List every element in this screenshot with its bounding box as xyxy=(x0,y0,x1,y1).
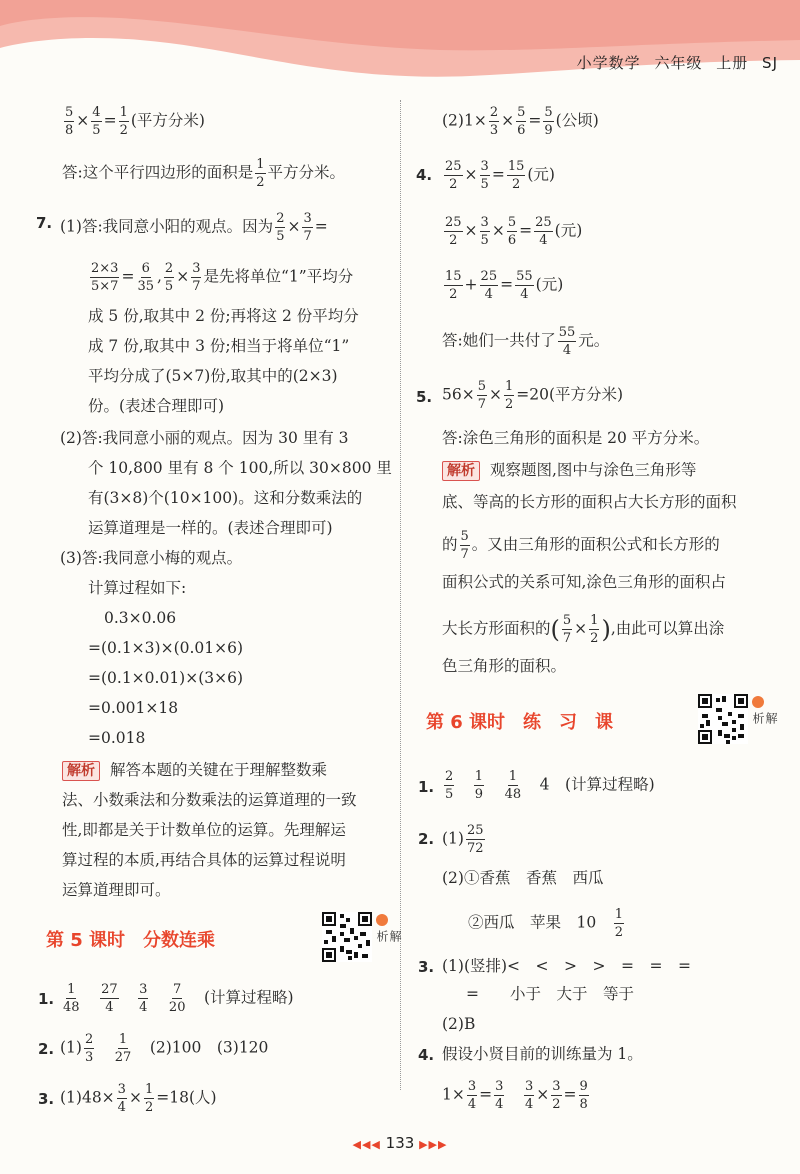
question-number: 4. xyxy=(418,1046,435,1064)
question-number: 2. xyxy=(38,1040,55,1058)
q5-line: 56× $\frac{5}{7}$ × $\frac{1}{2}$ =20(平方分米) xyxy=(442,379,624,412)
analysis-line-3: 性,即都是关于计数单位的运算。先理解运 xyxy=(62,821,346,839)
q7-p3-line-2: 计算过程如下: xyxy=(88,579,187,597)
r-line-1: (2)1× $\frac{2}{3}$ × $\frac{5}{6}$ = $\frac{5}{9}$ (公顷) xyxy=(442,105,599,138)
r-analysis-line-5: 大长方形面积的( $\frac{5}{7}$ × $\frac{1}{2}$ ),由此可以算出涂 xyxy=(442,613,725,646)
question-number: 5. xyxy=(416,388,433,406)
qr-label: 解析 xyxy=(751,712,778,724)
qr-code-icon[interactable] xyxy=(322,912,372,962)
q5-answer: 答:涂色三角形的面积是 20 平方分米。 xyxy=(442,429,710,447)
analysis-tag: 解析 xyxy=(62,761,100,781)
calc-line: =(0.1×0.01)×(3×6) xyxy=(88,669,244,687)
s6-q2-line-2: (2)①香蕉 香蕉 西瓜 xyxy=(442,869,604,887)
equation-line: $\frac{5}{8}$ × $\frac{4}{5}$ = $\frac{1}{2}$ (平方分米) xyxy=(65,105,205,138)
question-number: 1. xyxy=(418,778,435,796)
header-title: 小学数学 六年级 上册 SJ xyxy=(576,54,778,72)
q7-line-3: 成 5 份,取其中 2 份;再将这 2 份平均分 xyxy=(88,307,359,325)
header-band xyxy=(0,0,800,90)
q4-line-3: $\frac{15}{2}$ + $\frac{25}{4}$ = $\frac{55}{4}$ (元) xyxy=(445,269,564,302)
question-number: 4. xyxy=(416,166,433,184)
r-analysis-line-4: 面积公式的关系可知,涂色三角形的面积占 xyxy=(442,573,726,591)
q4-line-2: $\frac{25}{2}$ × $\frac{3}{5}$ × $\frac{5}{6}$ = $\frac{25}{4}$ (元) xyxy=(445,215,583,248)
analysis-line-5: 运算道理即可。 xyxy=(62,881,171,899)
q7-p2-line-4: 运算道理是一样的。(表述合理即可) xyxy=(88,519,333,537)
question-number: 1. xyxy=(38,990,55,1008)
q7-p2-line-1: (2)答:我同意小丽的观点。因为 30 里有 3 xyxy=(60,429,349,447)
calc-line: =0.001×18 xyxy=(88,699,179,717)
s6-q3-line-3: (2)B xyxy=(442,1015,476,1033)
calc-line: 0.3×0.06 xyxy=(104,609,177,627)
r-analysis-line-2: 底、等高的长方形的面积占大长方形的面积 xyxy=(442,493,737,511)
q7-line-2: $\frac{2\times 3}{5\times 7}$ = $\frac{6}{35}$ , $\frac{2}{5}$ × $\frac{3}{7}$ 是先将单位“1”平均分 xyxy=(91,261,354,294)
s6-q3-line-1: (1)(竖排)< < > > = = = xyxy=(442,957,691,975)
calc-line: =(0.1×3)×(0.01×6) xyxy=(88,639,244,657)
calc-line: =0.018 xyxy=(88,729,146,747)
qr-label: 解析 xyxy=(375,930,402,942)
page-footer xyxy=(0,1134,800,1152)
section-title-5: 第 5 课时 分数连乘 xyxy=(46,930,216,951)
question-number: 3. xyxy=(418,958,435,976)
analysis-line-2: 法、小数乘法和分数乘法的运算道理的一致 xyxy=(62,791,357,809)
q7-line-6: 份。(表述合理即可) xyxy=(88,397,225,415)
page-number: 133 xyxy=(385,1134,415,1152)
answer-line: 答:这个平行四边形的面积是 $\frac{1}{2}$ 平方分米。 xyxy=(62,157,346,190)
play-icon[interactable] xyxy=(752,696,764,708)
prev-arrows-icon: ◀◀◀ xyxy=(352,1138,381,1151)
s6-q3-line-2: = 小于 大于 等于 xyxy=(466,985,634,1003)
q7-line-1: (1)答:我同意小阳的观点。因为 $\frac{2}{5}$ × $\frac{3}{7}$ = xyxy=(60,211,328,244)
analysis-tag: 解析 xyxy=(442,461,480,481)
s6-q2-line-3: ②西瓜 苹果 10 $\frac{1}{2}$ xyxy=(468,907,624,940)
section-title-6: 第 6 课时 练 习 课 xyxy=(426,712,614,733)
s5-q3-answer: (1)48× $\frac{3}{4}$ × $\frac{1}{2}$ =18(人) xyxy=(60,1082,217,1115)
s5-q2-answers: (1) $\frac{2}{3}$ $\frac{1}{27}$ (2)100 (3)120 xyxy=(60,1032,269,1065)
question-number: 7. xyxy=(36,214,53,232)
q7-p2-line-3: 有(3×8)个(10×100)。这和分数乘法的 xyxy=(88,489,363,507)
q7-line-4: 成 7 份,取其中 3 份;相当于将单位“1” xyxy=(88,337,350,355)
s6-q1-answers: $\frac{2}{5}$ $\frac{1}{9}$ $\frac{1}{48}$ 4 (计算过程略) xyxy=(445,769,655,802)
analysis-line-4: 算过程的本质,再结合具体的运算过程说明 xyxy=(62,851,346,869)
q7-line-5: 平均分成了(5×7)份,取其中的(2×3) xyxy=(88,367,338,385)
question-number: 2. xyxy=(418,830,435,848)
s6-q4-line-2: 1× $\frac{3}{4}$ = $\frac{3}{4}$ $\frac{3}{4}$ × $\frac{3}{2}$ = $\frac{9}{8}$ xyxy=(442,1079,588,1112)
q7-p2-line-2: 个 10,800 里有 8 个 100,所以 30×800 里 xyxy=(88,459,392,477)
play-icon[interactable] xyxy=(376,914,388,926)
s6-q2-line-1: (1) $\frac{25}{72}$ xyxy=(442,823,484,856)
qr-code-icon[interactable] xyxy=(698,694,748,744)
r-analysis-line-6: 色三角形的面积。 xyxy=(442,657,567,675)
analysis-line-1: 解析 解答本题的关键在于理解整数乘 xyxy=(62,760,327,781)
q4-answer: 答:她们一共付了 $\frac{55}{4}$ 元。 xyxy=(442,325,610,358)
q7-p3-line-1: (3)答:我同意小梅的观点。 xyxy=(60,549,243,567)
next-arrows-icon: ▶▶▶ xyxy=(419,1138,448,1151)
q4-line-1: $\frac{25}{2}$ × $\frac{3}{5}$ = $\frac{15}{2}$ (元) xyxy=(445,159,555,192)
question-number: 3. xyxy=(38,1090,55,1108)
s5-q1-answers: $\frac{1}{48}$ $\frac{27}{4}$ $\frac{3}{4}$ $\frac{7}{20}$ (计算过程略) xyxy=(63,982,294,1015)
s6-q4-line-1: 假设小贤目前的训练量为 1。 xyxy=(442,1045,643,1063)
r-analysis-line-3: 的 $\frac{5}{7}$ 。又由三角形的面积公式和长方形的 xyxy=(442,529,720,562)
r-analysis-line-1: 解析 观察题图,图中与涂色三角形等 xyxy=(442,460,696,481)
